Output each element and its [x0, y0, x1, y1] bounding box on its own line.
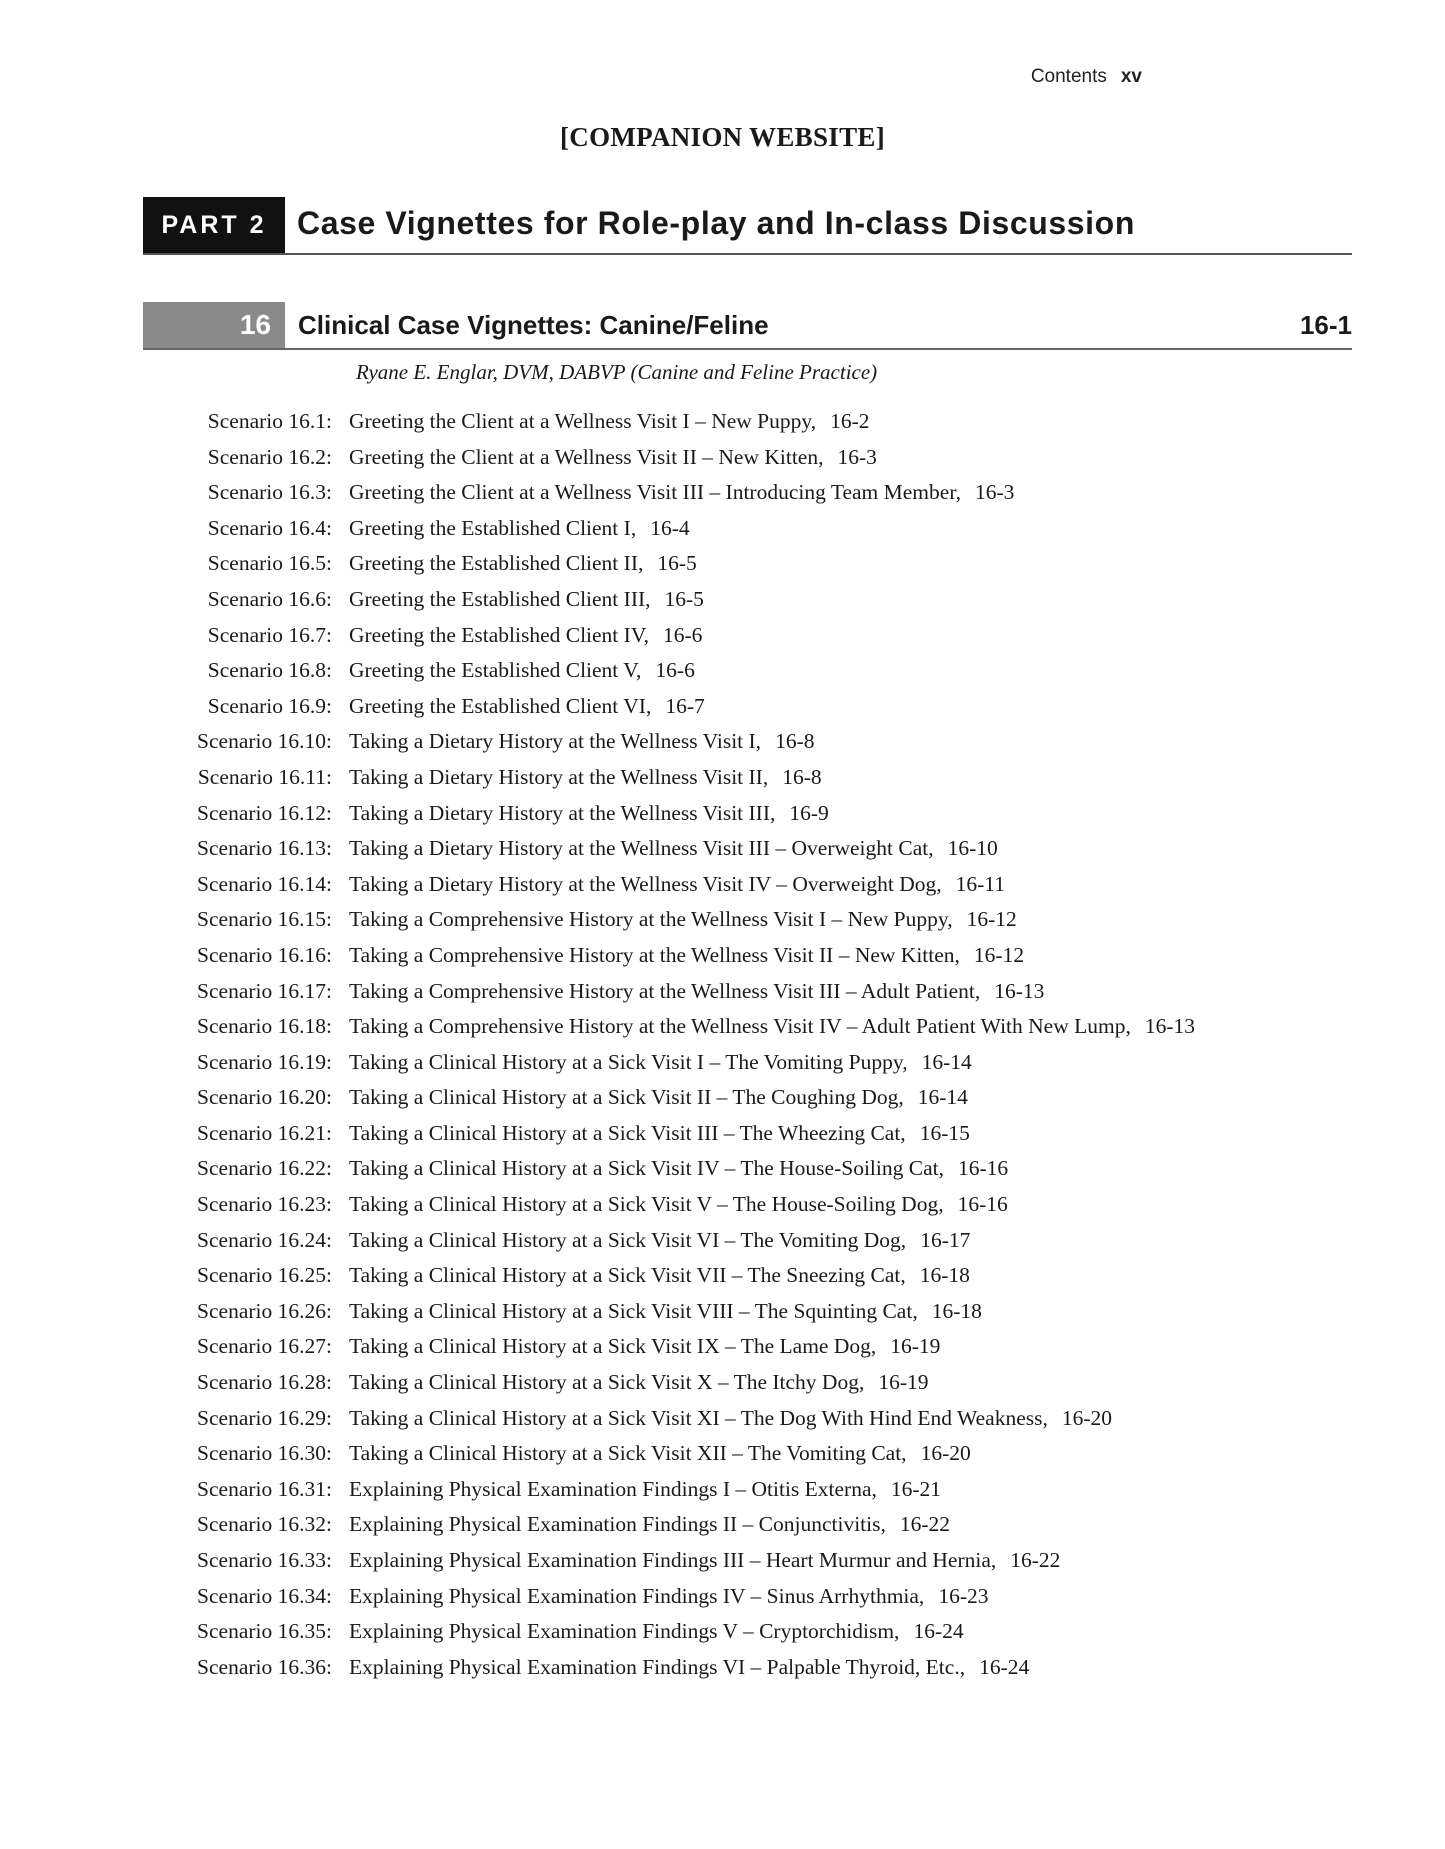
toc-entry-page: 16-17 [920, 1227, 971, 1252]
toc-entry-label: Scenario 16.16: [197, 942, 332, 967]
toc-entry-page: 16-22 [899, 1512, 951, 1537]
toc-entry[interactable] [0, 1507, 1445, 1543]
toc-entry-title-wrap [349, 867, 1005, 903]
toc-entry-label: Scenario 16.29: [197, 1405, 332, 1430]
chapter-number: 16 [143, 302, 285, 348]
toc-entry-title-wrap [349, 1579, 988, 1615]
toc-entry[interactable] [0, 546, 1445, 582]
toc-entry[interactable] [0, 1614, 1445, 1650]
toc-entry-page: 16-14 [921, 1049, 972, 1074]
part-heading [143, 197, 1352, 255]
toc-entry-label: Scenario 16.28: [197, 1370, 332, 1395]
toc-entry[interactable] [0, 689, 1445, 725]
toc-entry-title-wrap [349, 1009, 1195, 1045]
toc-entry[interactable] [0, 1116, 1445, 1152]
toc-entry[interactable] [0, 653, 1445, 689]
toc-entry[interactable] [0, 440, 1445, 476]
toc-entry-title-wrap [349, 404, 870, 440]
toc-entry-page: 16-16 [957, 1156, 1009, 1181]
toc-entry-title: Taking a Comprehensive History at the Wellness Visit I – New Puppy, [349, 907, 953, 932]
toc-list [0, 404, 1445, 1685]
toc-entry-page: 16-5 [657, 551, 697, 576]
toc-entry-title: Explaining Physical Examination Findings IV – Sinus Arrhythmia, [349, 1583, 925, 1608]
toc-entry[interactable] [0, 1223, 1445, 1259]
toc-entry-title: Taking a Comprehensive History at the Wellness Visit III – Adult Patient, [349, 978, 981, 1003]
toc-entry-title-wrap [349, 546, 697, 582]
toc-entry-label: Scenario 16.11: [197, 764, 332, 789]
toc-entry-title: Taking a Comprehensive History at the Wellness Visit II – New Kitten, [349, 942, 960, 967]
toc-entry[interactable] [0, 404, 1445, 440]
toc-entry[interactable] [0, 1258, 1445, 1294]
toc-entry-title: Taking a Clinical History at a Sick Visit VII – The Sneezing Cat, [349, 1263, 906, 1288]
toc-entry[interactable] [0, 724, 1445, 760]
toc-entry-title-wrap [349, 1258, 970, 1294]
toc-entry-label: Scenario 16.6: [207, 586, 332, 611]
toc-entry-page: 16-13 [994, 978, 1045, 1003]
toc-entry[interactable] [0, 618, 1445, 654]
toc-entry-title: Taking a Clinical History at a Sick Visit IX – The Lame Dog, [349, 1334, 877, 1359]
toc-entry-label: Scenario 16.4: [207, 515, 332, 540]
toc-entry-title: Taking a Comprehensive History at the Wellness Visit IV – Adult Patient With New Lump, [349, 1014, 1131, 1039]
toc-entry-title-wrap [349, 974, 1044, 1010]
page-folio: xv [1120, 66, 1142, 87]
running-head-section: Contents [1030, 66, 1107, 87]
toc-entry-label: Scenario 16.25: [197, 1263, 332, 1288]
toc-entry-page: 16-3 [975, 480, 1015, 505]
toc-entry-title-wrap [349, 1080, 968, 1116]
toc-entry-title-wrap [349, 1045, 972, 1081]
toc-entry-label: Scenario 16.1: [207, 409, 332, 433]
toc-entry-title: Greeting the Client at a Wellness Visit III – Introducing Team Member, [349, 480, 961, 505]
toc-entry-title: Taking a Clinical History at a Sick Visit III – The Wheezing Cat, [349, 1120, 906, 1145]
toc-entry-label: Scenario 16.17: [197, 978, 332, 1003]
toc-entry[interactable] [0, 831, 1445, 867]
toc-entry-title-wrap [349, 1187, 1008, 1223]
toc-entry-title-wrap [349, 796, 829, 832]
chapter-title: Clinical Case Vignettes: Canine/Feline [298, 310, 769, 340]
toc-entry-page: 16-6 [662, 622, 703, 647]
running-head [1031, 66, 1142, 88]
toc-entry-title: Greeting the Established Client I, [349, 515, 637, 540]
toc-entry-title-wrap [349, 1294, 982, 1330]
toc-entry-title-wrap [349, 831, 998, 867]
toc-entry-label: Scenario 16.27: [197, 1334, 332, 1359]
toc-entry-label: Scenario 16.21: [197, 1120, 332, 1145]
toc-entry-title: Explaining Physical Examination Findings II – Conjunctivitis, [349, 1512, 886, 1537]
chapter-page-number: 16-1 [1299, 310, 1352, 340]
toc-entry[interactable] [0, 796, 1445, 832]
toc-entry-page: 16-23 [938, 1583, 989, 1608]
toc-entry-title-wrap [349, 1116, 970, 1152]
toc-entry-label: Scenario 16.31: [197, 1476, 332, 1501]
toc-entry-title: Taking a Clinical History at a Sick Visit XII – The Vomiting Cat, [349, 1441, 907, 1466]
toc-entry[interactable] [0, 475, 1445, 511]
toc-entry-title-wrap [349, 653, 695, 689]
toc-entry-page: 16-18 [931, 1298, 982, 1323]
toc-entry-label: Scenario 16.10: [197, 729, 332, 754]
toc-entry-title-wrap [349, 475, 1014, 511]
toc-entry-label: Scenario 16.19: [197, 1049, 332, 1074]
toc-entry-page: 16-9 [789, 800, 829, 825]
toc-entry-title: Taking a Clinical History at a Sick Visit II – The Coughing Dog, [349, 1085, 904, 1110]
toc-entry-title: Explaining Physical Examination Findings I – Otitis Externa, [349, 1476, 877, 1501]
toc-entry-title-wrap [349, 511, 690, 547]
toc-entry-label: Scenario 16.35: [197, 1619, 332, 1644]
toc-entry-label: Scenario 16.23: [197, 1192, 332, 1217]
toc-entry-page: 16-24 [913, 1619, 964, 1644]
toc-entry-label: Scenario 16.34: [197, 1583, 332, 1608]
toc-entry-title-wrap [349, 1507, 950, 1543]
toc-entry[interactable] [0, 1009, 1445, 1045]
toc-entry-title: Taking a Dietary History at the Wellness Visit II, [349, 764, 769, 789]
toc-entry-title: Greeting the Client at a Wellness Visit II – New Kitten, [349, 444, 824, 469]
toc-entry-title-wrap [349, 1365, 929, 1401]
toc-entry-title: Taking a Clinical History at a Sick Visit VI – The Vomiting Dog, [349, 1227, 907, 1252]
toc-entry-title-wrap [349, 902, 1017, 938]
toc-entry[interactable] [0, 1436, 1445, 1472]
toc-entry-label: Scenario 16.8: [207, 658, 332, 683]
companion-website-label: [COMPANION WEBSITE] [560, 122, 885, 152]
toc-entry-page: 16-22 [1010, 1548, 1061, 1572]
toc-entry-title-wrap [349, 1436, 971, 1472]
toc-entry[interactable] [0, 1045, 1445, 1081]
toc-entry-title: Taking a Clinical History at a Sick Visit X – The Itchy Dog, [349, 1370, 865, 1395]
toc-entry-title-wrap [349, 1472, 941, 1508]
part-title: Case Vignettes for Role-play and In-class Discussion [297, 205, 1135, 241]
toc-entry-page: 16-15 [919, 1120, 970, 1145]
toc-entry-title-wrap [349, 618, 702, 654]
toc-entry-title-wrap [349, 760, 822, 796]
toc-entry-label: Scenario 16.26: [197, 1298, 332, 1323]
toc-entry-title: Greeting the Established Client V, [349, 658, 642, 683]
toc-entry[interactable] [0, 1472, 1445, 1508]
toc-entry-title-wrap [349, 1543, 1060, 1579]
toc-entry-title: Greeting the Client at a Wellness Visit I – New Puppy, [349, 409, 817, 433]
toc-entry[interactable] [0, 974, 1445, 1010]
toc-entry-title: Greeting the Established Client III, [349, 586, 651, 611]
toc-entry-page: 16-24 [979, 1654, 1030, 1679]
toc-entry[interactable] [0, 1294, 1445, 1330]
toc-entry-title: Taking a Dietary History at the Wellness Visit III, [349, 800, 776, 825]
toc-entry-title-wrap [349, 1151, 1008, 1187]
toc-entry[interactable] [0, 1329, 1445, 1365]
toc-entry[interactable] [0, 1151, 1445, 1187]
toc-entry-title: Explaining Physical Examination Findings VI – Palpable Thyroid, Etc., [349, 1654, 966, 1679]
toc-entry-label: Scenario 16.20: [197, 1085, 332, 1110]
toc-entry[interactable] [0, 1187, 1445, 1223]
toc-entry-label: Scenario 16.9: [207, 693, 332, 718]
toc-entry-label: Scenario 16.5: [207, 551, 332, 576]
part-label: PART 2 [143, 197, 285, 253]
toc-entry-page: 16-10 [947, 836, 998, 861]
toc-entry-page: 16-8 [782, 764, 822, 789]
toc-entry-page: 16-3 [837, 444, 877, 469]
toc-entry[interactable] [0, 1579, 1445, 1615]
toc-entry[interactable] [0, 938, 1445, 974]
toc-entry-page: 16-12 [973, 942, 1025, 967]
chapter-heading[interactable] [143, 302, 1352, 350]
toc-entry[interactable] [0, 760, 1445, 796]
toc-entry-page: 16-21 [890, 1476, 942, 1501]
toc-entry-label: Scenario 16.14: [197, 871, 332, 896]
toc-entry-title-wrap [349, 689, 705, 725]
toc-entry-title: Greeting the Established Client VI, [349, 693, 652, 718]
toc-entry-label: Scenario 16.12: [197, 800, 332, 825]
toc-entry-title-wrap [349, 582, 704, 618]
toc-entry-page: 16-8 [775, 729, 815, 754]
toc-entry-title: Explaining Physical Examination Findings V – Cryptorchidism, [349, 1619, 900, 1644]
toc-entry-label: Scenario 16.33: [197, 1548, 332, 1572]
toc-entry-title: Taking a Dietary History at the Wellness Visit IV – Overweight Dog, [349, 871, 942, 896]
toc-entry-title-wrap [349, 1614, 964, 1650]
toc-entry[interactable] [0, 867, 1445, 903]
toc-entry-page: 16-20 [920, 1441, 971, 1466]
toc-entry-page: 16-19 [878, 1370, 929, 1395]
toc-entry-label: Scenario 16.15: [197, 907, 332, 932]
toc-entry-page: 16-12 [966, 907, 1017, 932]
toc-entry-label: Scenario 16.18: [197, 1014, 332, 1039]
toc-entry[interactable] [0, 1650, 1445, 1686]
toc-entry-label: Scenario 16.36: [197, 1654, 332, 1679]
toc-entry-page: 16-18 [919, 1263, 970, 1288]
toc-entry[interactable] [0, 582, 1445, 618]
toc-entry-title: Taking a Dietary History at the Wellness Visit I, [349, 729, 762, 754]
toc-entry-title-wrap [349, 938, 1024, 974]
toc-entry[interactable] [0, 1080, 1445, 1116]
toc-entry-title: Greeting the Established Client IV, [349, 622, 649, 647]
toc-entry-title: Taking a Dietary History at the Wellness Visit III – Overweight Cat, [349, 836, 934, 861]
toc-entry-title-wrap [349, 1401, 1112, 1437]
toc-entry-label: Scenario 16.2: [207, 444, 332, 469]
toc-entry-label: Scenario 16.30: [197, 1441, 332, 1466]
toc-entry[interactable] [0, 1543, 1445, 1579]
toc-entry-page: 16-2 [830, 409, 870, 433]
toc-entry-label: Scenario 16.32: [197, 1512, 332, 1537]
toc-entry-label: Scenario 16.3: [207, 480, 332, 505]
toc-entry-title: Taking a Clinical History at a Sick Visit I – The Vomiting Puppy, [349, 1049, 908, 1074]
toc-entry-title: Taking a Clinical History at a Sick Visit XI – The Dog With Hind End Weakness, [349, 1405, 1048, 1430]
toc-entry-title: Taking a Clinical History at a Sick Visit VIII – The Squinting Cat, [349, 1298, 918, 1323]
toc-entry-page: 16-7 [665, 693, 705, 718]
toc-entry-label: Scenario 16.13: [197, 836, 332, 861]
chapter-author: Ryane E. Englar, DVM, DABVP (Canine and Feline Practice) [356, 360, 878, 384]
toc-entry-page: 16-11 [955, 871, 1005, 896]
toc-entry-page: 16-13 [1144, 1014, 1196, 1039]
toc-entry[interactable] [0, 1401, 1445, 1437]
toc-entry-page: 16-20 [1061, 1405, 1113, 1430]
toc-entry-page: 16-5 [664, 586, 704, 611]
toc-entry-title: Greeting the Established Client II, [349, 551, 644, 576]
toc-entry-title-wrap [349, 1650, 1029, 1686]
toc-entry-title-wrap [349, 1223, 970, 1259]
toc-entry-page: 16-19 [890, 1334, 941, 1359]
toc-entry-title-wrap [349, 1329, 940, 1365]
toc-entry-page: 16-6 [655, 658, 695, 683]
toc-entry[interactable] [0, 902, 1445, 938]
toc-entry-label: Scenario 16.22: [197, 1156, 332, 1181]
toc-entry-page: 16-14 [917, 1085, 968, 1110]
toc-entry[interactable] [0, 511, 1445, 547]
toc-entry-title: Taking a Clinical History at a Sick Visit V – The House-Soiling Dog, [349, 1192, 944, 1217]
toc-entry-page: 16-4 [650, 515, 690, 540]
toc-entry[interactable] [0, 1365, 1445, 1401]
toc-entry-title: Taking a Clinical History at a Sick Visit IV – The House-Soiling Cat, [349, 1156, 944, 1181]
toc-entry-page: 16-16 [957, 1192, 1008, 1217]
toc-entry-title: Explaining Physical Examination Findings III – Heart Murmur and Hernia, [349, 1548, 997, 1572]
toc-entry-label: Scenario 16.7: [207, 622, 332, 647]
toc-entry-title-wrap [349, 440, 877, 476]
toc-entry-title-wrap [349, 724, 814, 760]
toc-entry-label: Scenario 16.24: [197, 1227, 332, 1252]
